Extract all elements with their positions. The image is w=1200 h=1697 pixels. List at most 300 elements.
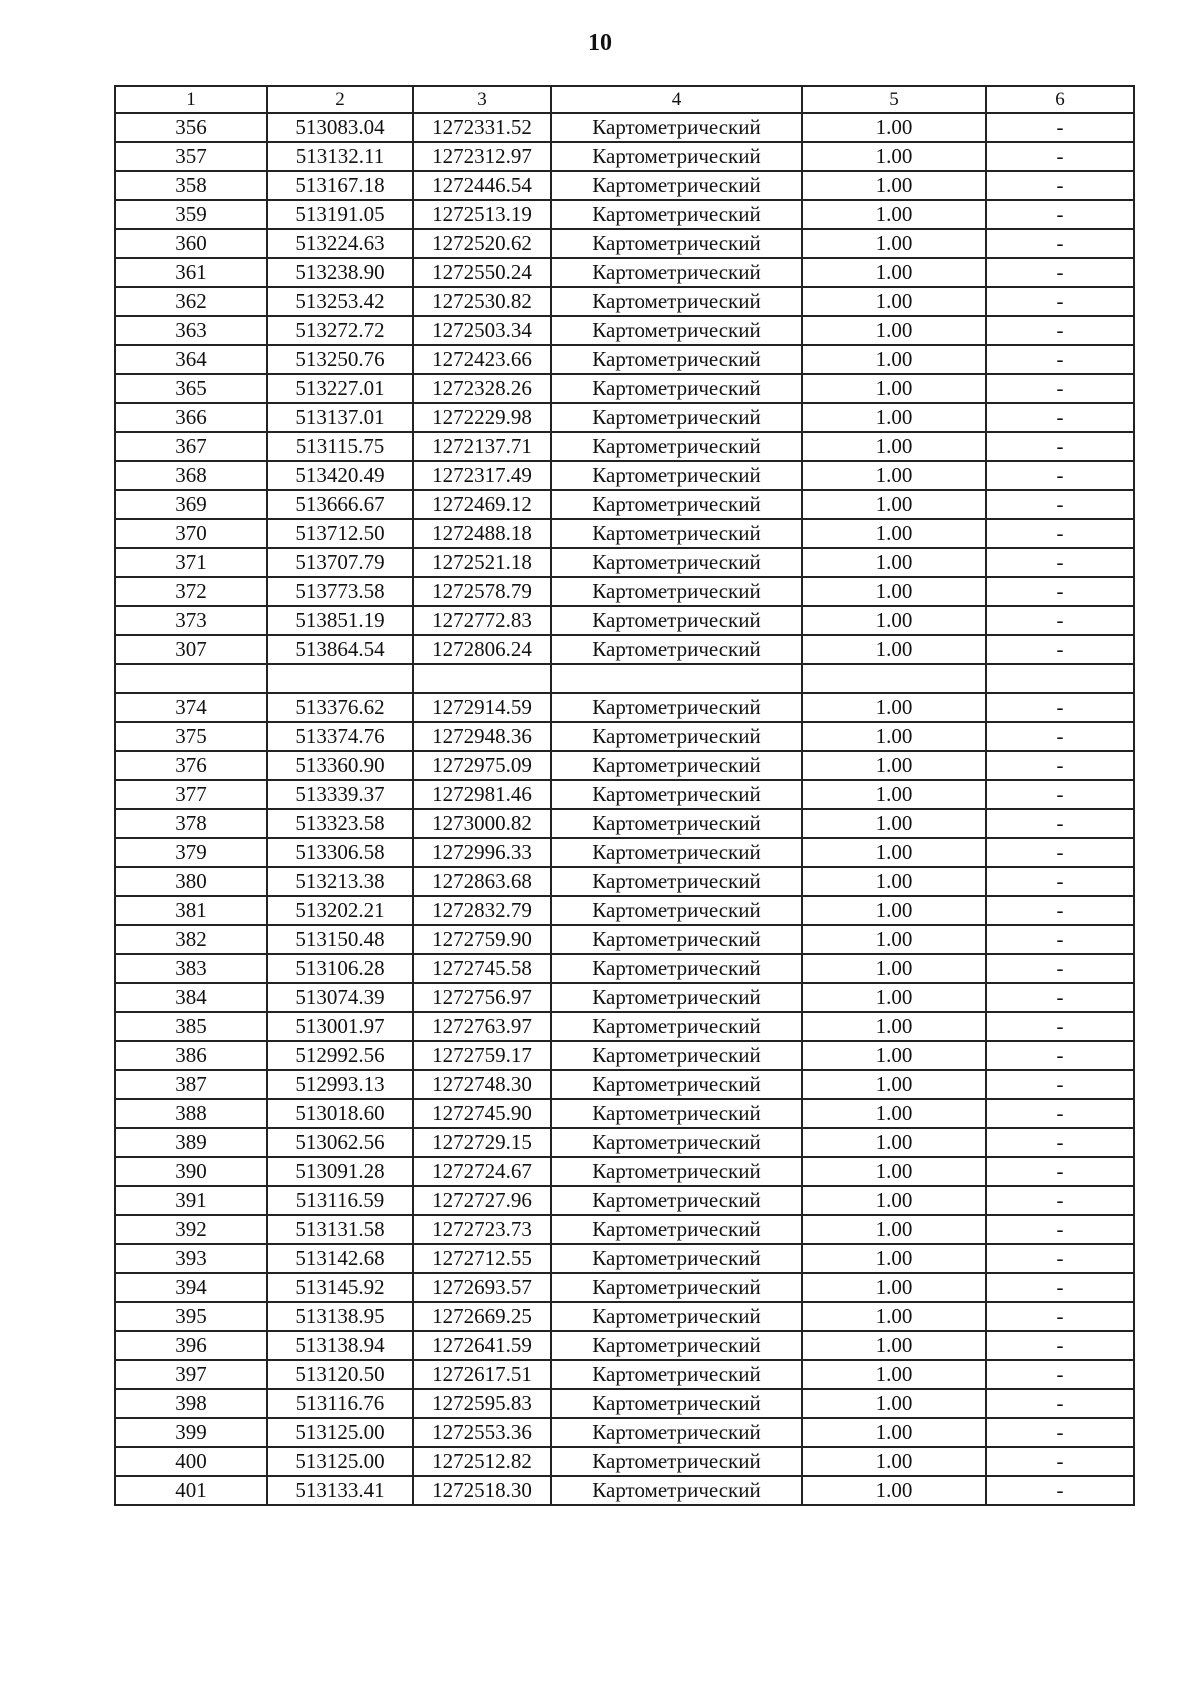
table-row — [115, 983, 1134, 1012]
description-cell: - — [986, 142, 1134, 171]
accuracy-cell: 1.00 — [802, 896, 986, 925]
description-cell: - — [986, 1302, 1134, 1331]
x-coordinate-cell: 513142.68 — [267, 1244, 413, 1273]
y-coordinate-cell: 1272503.34 — [413, 316, 551, 345]
point-number-cell: 387 — [115, 1070, 267, 1099]
method-cell: Картометрический — [551, 780, 802, 809]
accuracy-cell: 1.00 — [802, 1012, 986, 1041]
y-coordinate-cell: 1272832.79 — [413, 896, 551, 925]
y-coordinate-cell: 1272712.55 — [413, 1244, 551, 1273]
accuracy-cell: 1.00 — [802, 229, 986, 258]
table-row — [115, 1215, 1134, 1244]
description-cell: - — [986, 1041, 1134, 1070]
point-number-cell: 385 — [115, 1012, 267, 1041]
x-coordinate-cell: 513132.11 — [267, 142, 413, 171]
method-cell: Картометрический — [551, 1302, 802, 1331]
method-cell: Картометрический — [551, 142, 802, 171]
y-coordinate-cell: 1272748.30 — [413, 1070, 551, 1099]
table-row — [115, 925, 1134, 954]
y-coordinate-cell: 1272914.59 — [413, 693, 551, 722]
x-coordinate-cell: 513138.95 — [267, 1302, 413, 1331]
x-coordinate-cell: 513224.63 — [267, 229, 413, 258]
method-cell: Картометрический — [551, 113, 802, 142]
description-cell: - — [986, 229, 1134, 258]
table-row — [115, 200, 1134, 229]
accuracy-cell: 1.00 — [802, 1070, 986, 1099]
point-number-cell — [115, 664, 267, 693]
y-coordinate-cell: 1272724.67 — [413, 1157, 551, 1186]
table-row — [115, 1128, 1134, 1157]
table-row — [115, 374, 1134, 403]
x-coordinate-cell: 513116.76 — [267, 1389, 413, 1418]
column-header: 1 — [115, 86, 267, 113]
table-row — [115, 606, 1134, 635]
table-row — [115, 896, 1134, 925]
description-cell: - — [986, 1215, 1134, 1244]
method-cell: Картометрический — [551, 1157, 802, 1186]
y-coordinate-cell: 1272595.83 — [413, 1389, 551, 1418]
point-number-cell: 375 — [115, 722, 267, 751]
description-cell: - — [986, 577, 1134, 606]
y-coordinate-cell — [413, 664, 551, 693]
table-row — [115, 1418, 1134, 1447]
accuracy-cell: 1.00 — [802, 1186, 986, 1215]
accuracy-cell: 1.00 — [802, 113, 986, 142]
x-coordinate-cell: 513083.04 — [267, 113, 413, 142]
y-coordinate-cell: 1272975.09 — [413, 751, 551, 780]
table-row — [115, 1041, 1134, 1070]
description-cell: - — [986, 258, 1134, 287]
method-cell: Картометрический — [551, 432, 802, 461]
method-cell: Картометрический — [551, 345, 802, 374]
point-number-cell: 382 — [115, 925, 267, 954]
point-number-cell: 363 — [115, 316, 267, 345]
description-cell: - — [986, 1099, 1134, 1128]
x-coordinate-cell: 513091.28 — [267, 1157, 413, 1186]
y-coordinate-cell: 1272727.96 — [413, 1186, 551, 1215]
point-number-cell: 384 — [115, 983, 267, 1012]
y-coordinate-cell: 1272641.59 — [413, 1331, 551, 1360]
description-cell: - — [986, 374, 1134, 403]
y-coordinate-cell: 1272518.30 — [413, 1476, 551, 1505]
accuracy-cell: 1.00 — [802, 519, 986, 548]
x-coordinate-cell: 513323.58 — [267, 809, 413, 838]
method-cell: Картометрический — [551, 1273, 802, 1302]
accuracy-cell: 1.00 — [802, 548, 986, 577]
x-coordinate-cell: 513712.50 — [267, 519, 413, 548]
point-number-cell: 368 — [115, 461, 267, 490]
description-cell: - — [986, 548, 1134, 577]
method-cell: Картометрический — [551, 200, 802, 229]
table-row — [115, 1360, 1134, 1389]
x-coordinate-cell: 513213.38 — [267, 867, 413, 896]
point-number-cell: 388 — [115, 1099, 267, 1128]
x-coordinate-cell: 512992.56 — [267, 1041, 413, 1070]
description-cell: - — [986, 838, 1134, 867]
accuracy-cell: 1.00 — [802, 200, 986, 229]
description-cell: - — [986, 1447, 1134, 1476]
description-cell: - — [986, 983, 1134, 1012]
x-coordinate-cell: 513116.59 — [267, 1186, 413, 1215]
point-number-cell: 398 — [115, 1389, 267, 1418]
point-number-cell: 370 — [115, 519, 267, 548]
description-cell: - — [986, 403, 1134, 432]
method-cell: Картометрический — [551, 548, 802, 577]
accuracy-cell: 1.00 — [802, 577, 986, 606]
column-header: 2 — [267, 86, 413, 113]
method-cell: Картометрический — [551, 1012, 802, 1041]
description-cell: - — [986, 1273, 1134, 1302]
accuracy-cell: 1.00 — [802, 925, 986, 954]
column-header: 6 — [986, 86, 1134, 113]
y-coordinate-cell: 1272745.58 — [413, 954, 551, 983]
accuracy-cell: 1.00 — [802, 461, 986, 490]
table-row — [115, 403, 1134, 432]
method-cell: Картометрический — [551, 751, 802, 780]
point-number-cell: 367 — [115, 432, 267, 461]
x-coordinate-cell: 513120.50 — [267, 1360, 413, 1389]
accuracy-cell: 1.00 — [802, 1360, 986, 1389]
table-row — [115, 1476, 1134, 1505]
x-coordinate-cell: 513106.28 — [267, 954, 413, 983]
description-cell: - — [986, 1186, 1134, 1215]
x-coordinate-cell: 513851.19 — [267, 606, 413, 635]
table-row — [115, 577, 1134, 606]
accuracy-cell: 1.00 — [802, 142, 986, 171]
x-coordinate-cell: 513272.72 — [267, 316, 413, 345]
point-number-cell: 399 — [115, 1418, 267, 1447]
table-row — [115, 1331, 1134, 1360]
accuracy-cell: 1.00 — [802, 316, 986, 345]
x-coordinate-cell: 513115.75 — [267, 432, 413, 461]
accuracy-cell: 1.00 — [802, 1099, 986, 1128]
method-cell: Картометрический — [551, 461, 802, 490]
accuracy-cell: 1.00 — [802, 635, 986, 664]
point-number-cell: 374 — [115, 693, 267, 722]
description-cell: - — [986, 954, 1134, 983]
description-cell: - — [986, 635, 1134, 664]
y-coordinate-cell: 1272317.49 — [413, 461, 551, 490]
accuracy-cell: 1.00 — [802, 1389, 986, 1418]
x-coordinate-cell: 513202.21 — [267, 896, 413, 925]
table-row — [115, 1099, 1134, 1128]
table-row — [115, 519, 1134, 548]
method-cell: Картометрический — [551, 809, 802, 838]
x-coordinate-cell: 513137.01 — [267, 403, 413, 432]
method-cell: Картометрический — [551, 490, 802, 519]
table-row — [115, 171, 1134, 200]
x-coordinate-cell: 513374.76 — [267, 722, 413, 751]
accuracy-cell: 1.00 — [802, 751, 986, 780]
y-coordinate-cell: 1272469.12 — [413, 490, 551, 519]
point-number-cell: 396 — [115, 1331, 267, 1360]
y-coordinate-cell: 1272669.25 — [413, 1302, 551, 1331]
table-row — [115, 1157, 1134, 1186]
x-coordinate-cell: 513238.90 — [267, 258, 413, 287]
x-coordinate-cell: 513062.56 — [267, 1128, 413, 1157]
y-coordinate-cell: 1272756.97 — [413, 983, 551, 1012]
point-number-cell: 364 — [115, 345, 267, 374]
y-coordinate-cell: 1272446.54 — [413, 171, 551, 200]
description-cell: - — [986, 519, 1134, 548]
description-cell: - — [986, 171, 1134, 200]
point-number-cell: 356 — [115, 113, 267, 142]
method-cell: Картометрический — [551, 403, 802, 432]
accuracy-cell: 1.00 — [802, 490, 986, 519]
table-row — [115, 490, 1134, 519]
accuracy-cell: 1.00 — [802, 1157, 986, 1186]
point-number-cell: 378 — [115, 809, 267, 838]
table-row — [115, 142, 1134, 171]
column-header: 4 — [551, 86, 802, 113]
x-coordinate-cell: 512993.13 — [267, 1070, 413, 1099]
method-cell: Картометрический — [551, 838, 802, 867]
method-cell: Картометрический — [551, 1099, 802, 1128]
accuracy-cell: 1.00 — [802, 780, 986, 809]
table-header-row — [115, 86, 1134, 113]
point-number-cell: 400 — [115, 1447, 267, 1476]
point-number-cell: 361 — [115, 258, 267, 287]
accuracy-cell: 1.00 — [802, 838, 986, 867]
method-cell: Картометрический — [551, 1476, 802, 1505]
description-cell: - — [986, 1331, 1134, 1360]
point-number-cell: 366 — [115, 403, 267, 432]
method-cell: Картометрический — [551, 1215, 802, 1244]
y-coordinate-cell: 1272512.82 — [413, 1447, 551, 1476]
point-number-cell: 394 — [115, 1273, 267, 1302]
description-cell: - — [986, 113, 1134, 142]
accuracy-cell: 1.00 — [802, 432, 986, 461]
accuracy-cell: 1.00 — [802, 1215, 986, 1244]
y-coordinate-cell: 1272328.26 — [413, 374, 551, 403]
description-cell: - — [986, 809, 1134, 838]
x-coordinate-cell: 513133.41 — [267, 1476, 413, 1505]
description-cell: - — [986, 432, 1134, 461]
table-row — [115, 1447, 1134, 1476]
table-row — [115, 1070, 1134, 1099]
x-coordinate-cell: 513306.58 — [267, 838, 413, 867]
description-cell: - — [986, 1244, 1134, 1273]
description-cell: - — [986, 606, 1134, 635]
point-number-cell: 380 — [115, 867, 267, 896]
point-number-cell: 359 — [115, 200, 267, 229]
point-number-cell: 371 — [115, 548, 267, 577]
description-cell: - — [986, 1418, 1134, 1447]
accuracy-cell: 1.00 — [802, 1447, 986, 1476]
point-number-cell: 373 — [115, 606, 267, 635]
accuracy-cell: 1.00 — [802, 374, 986, 403]
y-coordinate-cell: 1272229.98 — [413, 403, 551, 432]
description-cell: - — [986, 461, 1134, 490]
point-number-cell: 392 — [115, 1215, 267, 1244]
x-coordinate-cell: 513145.92 — [267, 1273, 413, 1302]
accuracy-cell: 1.00 — [802, 606, 986, 635]
point-number-cell: 397 — [115, 1360, 267, 1389]
method-cell: Картометрический — [551, 287, 802, 316]
accuracy-cell: 1.00 — [802, 693, 986, 722]
point-number-cell: 393 — [115, 1244, 267, 1273]
table-row — [115, 548, 1134, 577]
description-cell: - — [986, 316, 1134, 345]
method-cell: Картометрический — [551, 1360, 802, 1389]
point-number-cell: 365 — [115, 374, 267, 403]
x-coordinate-cell: 513167.18 — [267, 171, 413, 200]
y-coordinate-cell: 1272806.24 — [413, 635, 551, 664]
point-number-cell: 383 — [115, 954, 267, 983]
table-row — [115, 1302, 1134, 1331]
description-cell: - — [986, 693, 1134, 722]
accuracy-cell — [802, 664, 986, 693]
accuracy-cell: 1.00 — [802, 1476, 986, 1505]
table-row — [115, 693, 1134, 722]
y-coordinate-cell: 1272137.71 — [413, 432, 551, 461]
method-cell: Картометрический — [551, 954, 802, 983]
table-body — [115, 113, 1134, 1505]
column-header: 3 — [413, 86, 551, 113]
x-coordinate-cell: 513250.76 — [267, 345, 413, 374]
method-cell: Картометрический — [551, 983, 802, 1012]
table-row — [115, 287, 1134, 316]
x-coordinate-cell: 513125.00 — [267, 1418, 413, 1447]
table-row — [115, 432, 1134, 461]
point-number-cell: 395 — [115, 1302, 267, 1331]
method-cell — [551, 664, 802, 693]
x-coordinate-cell: 513150.48 — [267, 925, 413, 954]
description-cell: - — [986, 751, 1134, 780]
accuracy-cell: 1.00 — [802, 1331, 986, 1360]
method-cell: Картометрический — [551, 519, 802, 548]
accuracy-cell: 1.00 — [802, 287, 986, 316]
description-cell: - — [986, 1012, 1134, 1041]
table-row — [115, 1012, 1134, 1041]
x-coordinate-cell: 513131.58 — [267, 1215, 413, 1244]
x-coordinate-cell: 513864.54 — [267, 635, 413, 664]
y-coordinate-cell: 1272948.36 — [413, 722, 551, 751]
accuracy-cell: 1.00 — [802, 722, 986, 751]
method-cell: Картометрический — [551, 693, 802, 722]
table-row — [115, 229, 1134, 258]
y-coordinate-cell: 1272693.57 — [413, 1273, 551, 1302]
point-number-cell: 386 — [115, 1041, 267, 1070]
x-coordinate-cell: 513376.62 — [267, 693, 413, 722]
x-coordinate-cell: 513360.90 — [267, 751, 413, 780]
point-number-cell: 369 — [115, 490, 267, 519]
point-number-cell: 379 — [115, 838, 267, 867]
y-coordinate-cell: 1272981.46 — [413, 780, 551, 809]
x-coordinate-cell: 513074.39 — [267, 983, 413, 1012]
method-cell: Картометрический — [551, 867, 802, 896]
x-coordinate-cell: 513138.94 — [267, 1331, 413, 1360]
accuracy-cell: 1.00 — [802, 1418, 986, 1447]
accuracy-cell: 1.00 — [802, 1128, 986, 1157]
x-coordinate-cell: 513339.37 — [267, 780, 413, 809]
column-header: 5 — [802, 86, 986, 113]
point-number-cell: 357 — [115, 142, 267, 171]
method-cell: Картометрический — [551, 1331, 802, 1360]
y-coordinate-cell: 1272530.82 — [413, 287, 551, 316]
coordinates-table — [114, 85, 1135, 1506]
table-row — [115, 113, 1134, 142]
y-coordinate-cell: 1272578.79 — [413, 577, 551, 606]
accuracy-cell: 1.00 — [802, 345, 986, 374]
method-cell: Картометрический — [551, 258, 802, 287]
x-coordinate-cell: 513018.60 — [267, 1099, 413, 1128]
y-coordinate-cell: 1272513.19 — [413, 200, 551, 229]
method-cell: Картометрический — [551, 635, 802, 664]
method-cell: Картометрический — [551, 1389, 802, 1418]
table-row — [115, 258, 1134, 287]
method-cell: Картометрический — [551, 1418, 802, 1447]
method-cell: Картометрический — [551, 1244, 802, 1273]
y-coordinate-cell: 1272331.52 — [413, 113, 551, 142]
point-number-cell: 307 — [115, 635, 267, 664]
y-coordinate-cell: 1272996.33 — [413, 838, 551, 867]
y-coordinate-cell: 1272723.73 — [413, 1215, 551, 1244]
table-row — [115, 1273, 1134, 1302]
description-cell: - — [986, 1070, 1134, 1099]
y-coordinate-cell: 1272553.36 — [413, 1418, 551, 1447]
method-cell: Картометрический — [551, 1128, 802, 1157]
description-cell: - — [986, 722, 1134, 751]
x-coordinate-cell: 513253.42 — [267, 287, 413, 316]
x-coordinate-cell: 513191.05 — [267, 200, 413, 229]
description-cell: - — [986, 896, 1134, 925]
description-cell: - — [986, 345, 1134, 374]
accuracy-cell: 1.00 — [802, 867, 986, 896]
table-row — [115, 664, 1134, 693]
point-number-cell: 389 — [115, 1128, 267, 1157]
table-row — [115, 809, 1134, 838]
point-number-cell: 390 — [115, 1157, 267, 1186]
method-cell: Картометрический — [551, 171, 802, 200]
y-coordinate-cell: 1272550.24 — [413, 258, 551, 287]
table-row — [115, 722, 1134, 751]
y-coordinate-cell: 1272488.18 — [413, 519, 551, 548]
x-coordinate-cell: 513001.97 — [267, 1012, 413, 1041]
method-cell: Картометрический — [551, 606, 802, 635]
description-cell: - — [986, 867, 1134, 896]
table-row — [115, 461, 1134, 490]
description-cell: - — [986, 1360, 1134, 1389]
description-cell — [986, 664, 1134, 693]
method-cell: Картометрический — [551, 1041, 802, 1070]
description-cell: - — [986, 1476, 1134, 1505]
y-coordinate-cell: 1272863.68 — [413, 867, 551, 896]
description-cell: - — [986, 1389, 1134, 1418]
y-coordinate-cell: 1272763.97 — [413, 1012, 551, 1041]
method-cell: Картометрический — [551, 229, 802, 258]
table-row — [115, 954, 1134, 983]
point-number-cell: 377 — [115, 780, 267, 809]
method-cell: Картометрический — [551, 1447, 802, 1476]
table-row — [115, 1389, 1134, 1418]
description-cell: - — [986, 200, 1134, 229]
method-cell: Картометрический — [551, 577, 802, 606]
point-number-cell: 358 — [115, 171, 267, 200]
table-row — [115, 1244, 1134, 1273]
point-number-cell: 360 — [115, 229, 267, 258]
accuracy-cell: 1.00 — [802, 171, 986, 200]
description-cell: - — [986, 780, 1134, 809]
method-cell: Картометрический — [551, 896, 802, 925]
accuracy-cell: 1.00 — [802, 954, 986, 983]
y-coordinate-cell: 1273000.82 — [413, 809, 551, 838]
table-row — [115, 316, 1134, 345]
y-coordinate-cell: 1272521.18 — [413, 548, 551, 577]
x-coordinate-cell: 513773.58 — [267, 577, 413, 606]
y-coordinate-cell: 1272745.90 — [413, 1099, 551, 1128]
accuracy-cell: 1.00 — [802, 258, 986, 287]
